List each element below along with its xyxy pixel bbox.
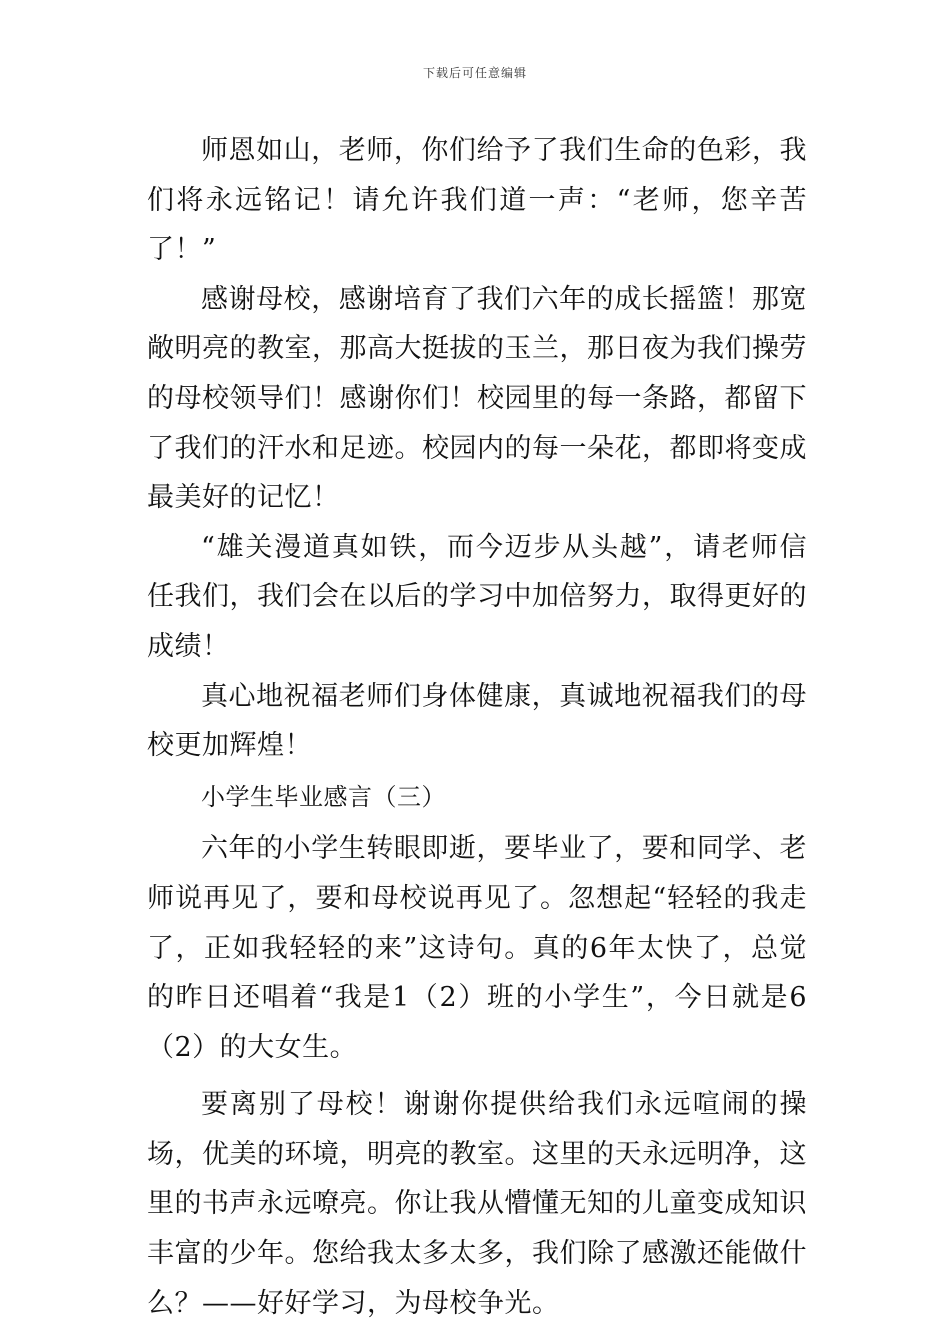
paragraph: 六年的小学生转眼即逝，要毕业了，要和同学、老师说再见了，要和母校说再见了。忽想起“轻轻的我走了，正如我轻轻的来”这诗句。真的6年太快了，总觉的昨日还唱着“我是1（2）班的小学生”，今日就是6（2）的大女生。 xyxy=(147,833,807,1063)
paragraph: 感谢母校，感谢培育了我们六年的成长摇篮！那宽敞明亮的教室，那高大挺拔的玉兰，那日夜为我们操劳的母校领导们！感谢你们！校园里的每一条路，都留下了我们的汗水和足迹。校园内的每一朵花，都即将变成最美好的记忆！ xyxy=(147,283,807,514)
page-header: 下载后可任意编辑 xyxy=(422,66,527,80)
paragraph: “雄关漫道真如铁，而今迈步从头越”，请老师信任我们，我们会在以后的学习中加倍努力，取得更好的成绩！ xyxy=(147,531,807,662)
paragraph: 真心地祝福老师们身体健康，真诚地祝福我们的母校更加辉煌！ xyxy=(147,680,807,762)
document-body xyxy=(147,126,807,1328)
paragraph: 要离别了母校！谢谢你提供给我们永远喧闹的操场，优美的环境，明亮的教室。这里的天永远明净，这里的书声永远嘹亮。你让我从懵懂无知的儿童变成知识丰富的少年。您给我太多太多，我们除了感激还能做什么？——好好学习，为母校争光。 xyxy=(147,1089,807,1319)
section-title: 小学生毕业感言（三） xyxy=(201,782,446,811)
paragraph: 师恩如山，老师，你们给予了我们生命的色彩，我们将永远铭记！请允许我们道一声：“老师，您辛苦了！” xyxy=(147,135,807,266)
